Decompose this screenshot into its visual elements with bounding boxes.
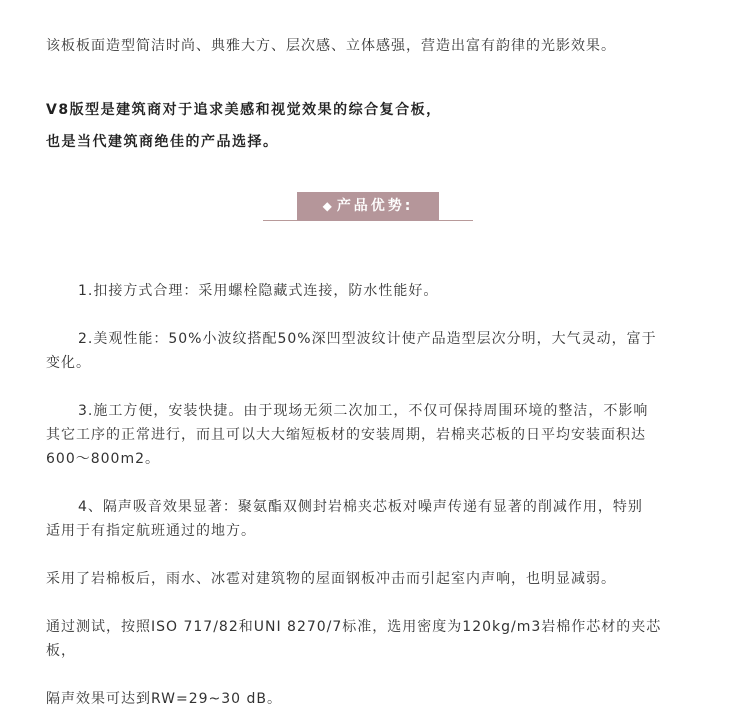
advantage-item-1: 1.扣接方式合理：采用螺栓隐藏式连接，防水性能好。 (78, 283, 439, 299)
advantage-item-3-line-3: 600～800m2。 (46, 451, 160, 467)
section-heading (263, 192, 473, 222)
heading-label: 产品优势: (336, 198, 414, 214)
statement-line-2: 也是当代建筑商绝佳的产品选择。 (46, 134, 279, 150)
note-paragraph-2-line-1: 通过测试，按照ISO 717/82和UNI 8270/7标准，选用密度为120kg/m3岩棉作芯材的夹芯 (46, 619, 662, 635)
advantage-item-4-line-1: 4、隔声吸音效果显著：聚氨酯双侧封岩棉夹芯板对噪声传递有显著的削减作用，特别 (78, 499, 643, 515)
note-paragraph-3: 隔声效果可达到RW=29~30 dB。 (46, 691, 283, 707)
note-paragraph-2-line-2: 板， (46, 643, 76, 659)
diamond-icon: ◆ (322, 199, 335, 213)
advantage-item-4-line-2: 适用于有指定航班通过的地方。 (46, 523, 256, 539)
heading-label-box (297, 192, 439, 221)
note-paragraph-1: 采用了岩棉板后，雨水、冰雹对建筑物的屋面钢板冲击而引起室内声响，也明显减弱。 (46, 571, 616, 587)
advantage-item-2-line-1: 2.美观性能：50%小波纹搭配50%深凹型波纹计使产品造型层次分明，大气灵动，富于 (78, 331, 657, 347)
intro-paragraph: 该板板面造型简洁时尚、典雅大方、层次感、立体感强，营造出富有韵律的光影效果。 (46, 38, 616, 54)
advantage-item-2-line-2: 变化。 (46, 355, 91, 371)
advantage-item-3-line-1: 3.施工方便，安装快捷。由于现场无须二次加工，不仅可保持周围环境的整洁，不影响 (78, 403, 649, 419)
advantage-item-3-line-2: 其它工序的正常进行，而且可以大大缩短板材的安装周期，岩棉夹芯板的日平均安装面积达 (46, 427, 646, 443)
statement-line-1: V8版型是建筑商对于追求美感和视觉效果的综合复合板， (46, 102, 442, 118)
